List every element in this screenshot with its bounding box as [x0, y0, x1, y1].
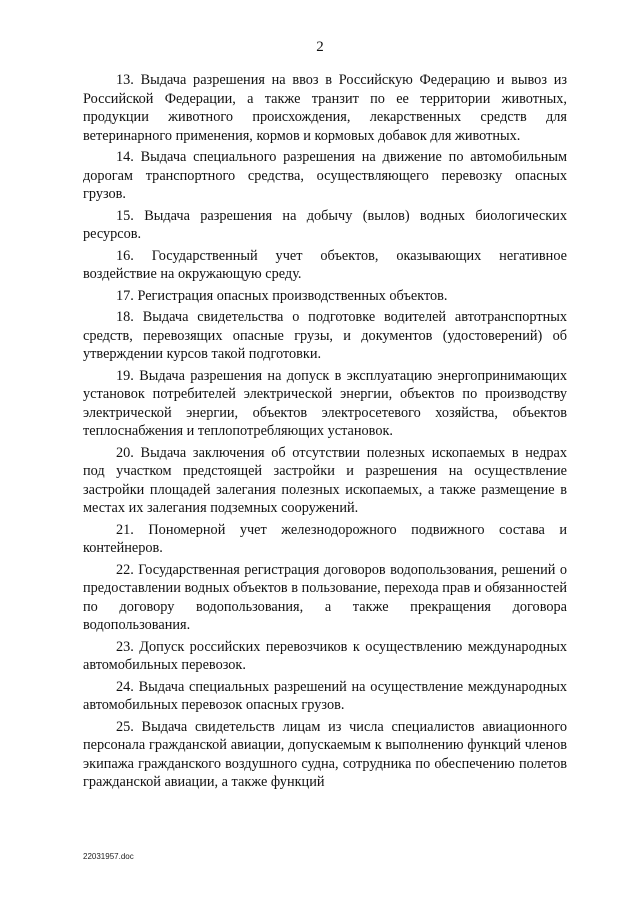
list-item-16: 16. Государственный учет объектов, оказывающих негативное воздействие на окружающую среду. — [83, 247, 567, 282]
list-item-20: 20. Выдача заключения об отсутствии полезных ископаемых в недрах под участком предстоящей застройки и разрешения на осуществление застройки площадей залегания полезных ископаемых, а также размещение в местах их залегания подземных сооружений. — [83, 444, 567, 516]
list-item-15: 15. Выдача разрешения на добычу (вылов) водных биологических ресурсов. — [83, 207, 567, 242]
list-item-24: 24. Выдача специальных разрешений на осуществление международных автомобильных перевозок опасных грузов. — [83, 678, 567, 713]
list-item-18: 18. Выдача свидетельства о подготовке водителей автотранспортных средств, перевозящих опасные грузы, и документов (удостоверений) об утверждении курсов такой подготовки. — [83, 309, 567, 362]
list-item-14: 14. Выдача специального разрешения на движение по автомобильным дорогам транспортного средства, осуществляющего перевозку опасных грузов. — [83, 149, 567, 202]
list-item-21: 21. Пономерной учет железнодорожного подвижного состава и контейнеров. — [83, 521, 567, 556]
list-item-17: 17. Регистрация опасных производственных объектов. — [116, 287, 448, 304]
list-item-25: 25. Выдача свидетельств лицам из числа специалистов авиационного персонала гражданской авиации, допускаемым к выполнению функций членов экипажа гражданского воздушного судна, сотрудника по обеспечению полетов гражданской авиации, а также функций — [83, 718, 567, 790]
page-number: 2 — [316, 39, 324, 55]
list-item-22: 22. Государственная регистрация договоров водопользования, решений о предоставлении водных объектов в пользование, перехода прав и обязанностей по договору водопользования, а также прекращения договора водопользования. — [83, 561, 567, 633]
list-item-19: 19. Выдача разрешения на допуск в эксплуатацию энергопринимающих установок потребителей электрической энергии, объектов по производству электрической энергии, объектов электросетевого хозяйства, объектов теплоснабжения и теплопотребляющих установок. — [83, 367, 567, 439]
document-body — [83, 71, 567, 795]
list-item-23: 23. Допуск российских перевозчиков к осуществлению международных автомобильных перевозок. — [83, 638, 567, 673]
list-item-13: 13. Выдача разрешения на ввоз в Российскую Федерацию и вывоз из Российской Федерации, а также транзит по ее территории животных, продукции животного происхождения, лекарственных средств для ветеринарного применения, кормов и кормовых добавок для животных. — [83, 72, 567, 144]
footer-document-code: 22031957.doc — [83, 852, 134, 861]
